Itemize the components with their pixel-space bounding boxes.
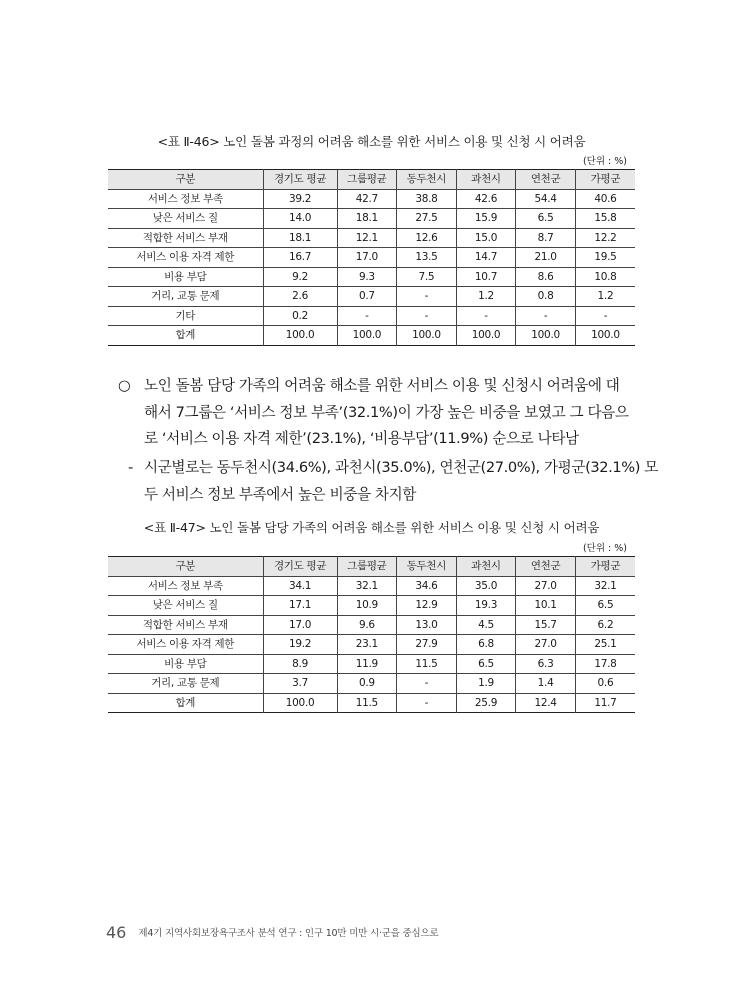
table-cell: 0.9 [337, 674, 397, 694]
table-cell: 1.2 [575, 287, 635, 307]
table-row [108, 654, 635, 674]
table-cell: 0.2 [263, 306, 337, 326]
row-label: 낮은 서비스 질 [108, 596, 263, 616]
table-cell: 21.0 [516, 248, 576, 268]
detail-paragraph [128, 455, 658, 508]
table-cell: 27.0 [516, 576, 576, 596]
table-cell: 32.1 [337, 576, 397, 596]
table-cell: - [397, 287, 457, 307]
column-header: 그룹평균 [337, 170, 397, 190]
column-header: 경기도 평균 [263, 170, 337, 190]
table-cell: 9.6 [337, 615, 397, 635]
table-cell: 12.6 [397, 228, 457, 248]
paragraph-line: 노인 돌봄 담당 가족의 어려움 해소를 위한 서비스 이용 및 신청시 어려움에 대 [144, 377, 620, 394]
row-label: 합계 [108, 693, 263, 713]
column-header: 동두천시 [397, 170, 457, 190]
table-cell: 27.0 [516, 635, 576, 655]
row-label: 적합한 서비스 부재 [108, 228, 263, 248]
table-cell: 6.3 [516, 654, 576, 674]
table-cell: 17.0 [263, 615, 337, 635]
table-46-caption: <표 Ⅱ-46> 노인 돌봄 과정의 어려움 해소를 위한 서비스 이용 및 신청 시 어려움 [157, 134, 586, 149]
footer-title: 제4기 지역사회보장욕구조사 분석 연구 : 인구 10만 미만 시·군을 중심으로 [138, 928, 439, 939]
table-cell: 4.5 [456, 615, 516, 635]
table-cell: 19.3 [456, 596, 516, 616]
table-row [108, 674, 635, 694]
table-cell: 3.7 [263, 674, 337, 694]
table-cell: 15.0 [456, 228, 516, 248]
column-header: 과천시 [456, 557, 516, 577]
table-cell: - [575, 306, 635, 326]
table-cell: 11.5 [397, 654, 457, 674]
table-row [108, 306, 635, 326]
row-label: 거리, 교통 문제 [108, 674, 263, 694]
row-label: 합계 [108, 326, 263, 346]
column-header: 가평군 [575, 170, 635, 190]
table-cell: - [397, 693, 457, 713]
row-label: 비용 부담 [108, 654, 263, 674]
table-cell: 100.0 [337, 326, 397, 346]
table-cell: 0.6 [575, 674, 635, 694]
table-cell: 11.7 [575, 693, 635, 713]
table-cell: 1.9 [456, 674, 516, 694]
row-label: 서비스 정보 부족 [108, 576, 263, 596]
table-cell: 17.8 [575, 654, 635, 674]
column-header: 구분 [108, 170, 263, 190]
paragraph-line: 로 ‘서비스 이용 자격 제한’(23.1%), ‘비용부담’(11.9%) 순으로 나타남 [144, 430, 579, 447]
table-46-unit: (단위 : %) [582, 156, 627, 167]
row-label: 낮은 서비스 질 [108, 209, 263, 229]
table-cell: 19.2 [263, 635, 337, 655]
column-header: 동두천시 [397, 557, 457, 577]
table-cell: 13.5 [397, 248, 457, 268]
table-cell: 8.6 [516, 267, 576, 287]
table-cell: 12.2 [575, 228, 635, 248]
table-cell: 38.8 [397, 189, 457, 209]
table-cell: 16.7 [263, 248, 337, 268]
page-footer [106, 920, 438, 944]
paragraph-line: 시군별로는 동두천시(34.6%), 과천시(35.0%), 연천군(27.0%), 가평군(32.1%) 모 [144, 459, 658, 476]
table-header-row [108, 170, 635, 190]
table-header-row [108, 557, 635, 577]
summary-paragraph [118, 373, 638, 453]
column-header: 경기도 평균 [263, 557, 337, 577]
table-row [108, 189, 635, 209]
table-cell: 2.6 [263, 287, 337, 307]
paragraph-line: 해서 7그룹은 ‘서비스 정보 부족’(32.1%)이 가장 높은 비중을 보였고 그 다음으 [144, 403, 629, 421]
table-cell: 0.8 [516, 287, 576, 307]
table-cell: 40.6 [575, 189, 635, 209]
table-cell: 10.7 [456, 267, 516, 287]
table-cell: 11.9 [337, 654, 397, 674]
table-46 [108, 169, 635, 346]
table-row [108, 615, 635, 635]
table-cell: 39.2 [263, 189, 337, 209]
table-cell: - [337, 306, 397, 326]
table-cell: 35.0 [456, 576, 516, 596]
table-cell: 9.2 [263, 267, 337, 287]
table-cell: 18.1 [337, 209, 397, 229]
table-cell: 27.5 [397, 209, 457, 229]
table-row [108, 228, 635, 248]
column-header: 연천군 [516, 170, 576, 190]
table-cell: 13.0 [397, 615, 457, 635]
table-cell: 10.8 [575, 267, 635, 287]
table-cell: 100.0 [516, 326, 576, 346]
table-cell: 15.7 [516, 615, 576, 635]
table-row [108, 267, 635, 287]
table-cell: - [397, 674, 457, 694]
row-label: 서비스 정보 부족 [108, 189, 263, 209]
circle-bullet: ○ [118, 377, 131, 394]
table-47-caption: <표 Ⅱ-47> 노인 돌봄 담당 가족의 어려움 해소를 위한 서비스 이용 및 신청 시 어려움 [143, 520, 600, 535]
table-row [108, 635, 635, 655]
table-cell: 1.2 [456, 287, 516, 307]
table-cell: 100.0 [397, 326, 457, 346]
table-cell: 32.1 [575, 576, 635, 596]
column-header: 가평군 [575, 557, 635, 577]
row-label: 기타 [108, 306, 263, 326]
table-cell: 100.0 [456, 326, 516, 346]
table-cell: 42.6 [456, 189, 516, 209]
table-cell: 25.1 [575, 635, 635, 655]
table-row [108, 596, 635, 616]
table-cell: 10.1 [516, 596, 576, 616]
table-47 [108, 556, 635, 713]
table-cell: 12.1 [337, 228, 397, 248]
table-cell: 8.9 [263, 654, 337, 674]
table-row [108, 576, 635, 596]
table-cell: 34.1 [263, 576, 337, 596]
table-cell: 15.8 [575, 209, 635, 229]
table-cell: 25.9 [456, 693, 516, 713]
table-cell: 9.3 [337, 267, 397, 287]
table-cell: 42.7 [337, 189, 397, 209]
table-cell: 54.4 [516, 189, 576, 209]
dash-bullet: - [128, 459, 133, 476]
column-header: 연천군 [516, 557, 576, 577]
table-cell: 18.1 [263, 228, 337, 248]
table-row [108, 248, 635, 268]
table-cell: 14.7 [456, 248, 516, 268]
table-cell: 0.7 [337, 287, 397, 307]
row-label: 서비스 이용 자격 제한 [108, 635, 263, 655]
table-cell: 1.4 [516, 674, 576, 694]
table-cell: 8.7 [516, 228, 576, 248]
table-cell: 100.0 [263, 693, 337, 713]
table-row [108, 209, 635, 229]
table-cell: 23.1 [337, 635, 397, 655]
row-label: 서비스 이용 자격 제한 [108, 248, 263, 268]
table-row [108, 326, 635, 346]
table-cell: - [397, 306, 457, 326]
table-cell: 100.0 [263, 326, 337, 346]
table-cell: 34.6 [397, 576, 457, 596]
table-cell: - [456, 306, 516, 326]
table-cell: 6.8 [456, 635, 516, 655]
table-cell: 6.5 [575, 596, 635, 616]
table-cell: 12.4 [516, 693, 576, 713]
table-cell: 15.9 [456, 209, 516, 229]
page-number: 46 [106, 922, 127, 942]
table-row [108, 693, 635, 713]
column-header: 그룹평균 [337, 557, 397, 577]
table-47-unit: (단위 : %) [582, 543, 627, 554]
row-label: 비용 부담 [108, 267, 263, 287]
paragraph-line: 두 서비스 정보 부족에서 높은 비중을 차지함 [144, 485, 416, 503]
table-cell: 27.9 [397, 635, 457, 655]
table-cell: 6.5 [456, 654, 516, 674]
table-cell: 12.9 [397, 596, 457, 616]
table-cell: 17.1 [263, 596, 337, 616]
table-cell: 19.5 [575, 248, 635, 268]
table-cell: 100.0 [575, 326, 635, 346]
column-header: 과천시 [456, 170, 516, 190]
table-row [108, 287, 635, 307]
table-cell: 7.5 [397, 267, 457, 287]
table-cell: 14.0 [263, 209, 337, 229]
column-header: 구분 [108, 557, 263, 577]
table-cell: 6.2 [575, 615, 635, 635]
table-cell: 11.5 [337, 693, 397, 713]
row-label: 적합한 서비스 부재 [108, 615, 263, 635]
table-cell: - [516, 306, 576, 326]
table-cell: 10.9 [337, 596, 397, 616]
row-label: 거리, 교통 문제 [108, 287, 263, 307]
table-cell: 6.5 [516, 209, 576, 229]
table-cell: 17.0 [337, 248, 397, 268]
